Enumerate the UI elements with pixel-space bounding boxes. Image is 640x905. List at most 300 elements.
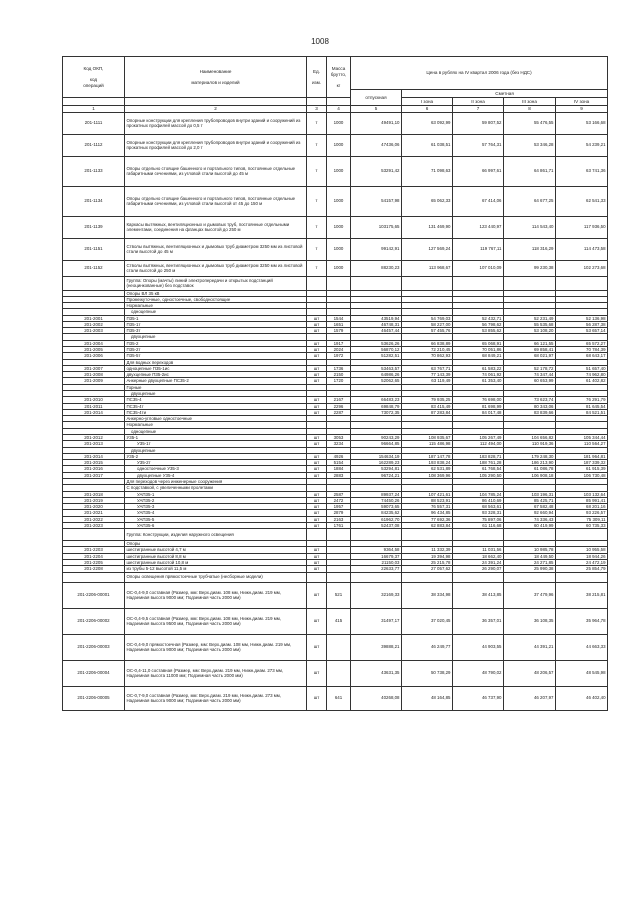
table-row <box>63 582 608 608</box>
item-code: 201-2019 <box>63 497 125 503</box>
item-price: 75 309,11 <box>556 516 608 522</box>
item-price: 16679,37 <box>351 553 402 559</box>
item-price: 77 143,39 <box>402 372 453 378</box>
item-mass: 1884 <box>327 466 351 472</box>
item-price: 58 227,00 <box>402 321 453 327</box>
item-mass: 2587 <box>327 491 351 497</box>
blank-cell <box>556 529 608 541</box>
item-code: 201-2005 <box>63 347 125 353</box>
item-price: 67 582,48 <box>504 504 556 510</box>
item-name: У35-2т <box>125 460 307 466</box>
item-price: 131 469,90 <box>402 216 453 238</box>
item-price: 53 657,14 <box>556 328 608 334</box>
item-price: 179 248,30 <box>504 453 556 459</box>
item-name: шестигранные высотой 10,8 м <box>125 560 307 566</box>
item-price: 102 273,68 <box>556 260 608 276</box>
item-unit: т <box>307 186 327 216</box>
item-price: 74 061,92 <box>453 372 504 378</box>
item-price: 61 915,39 <box>556 466 608 472</box>
item-name: П35-1т <box>125 321 307 327</box>
blank-header <box>307 98 327 106</box>
item-price: 66 838,89 <box>402 340 453 346</box>
subheading: Опоры <box>125 541 307 547</box>
blank-cell <box>351 572 402 582</box>
item-name: П35-2т <box>125 347 307 353</box>
table-row <box>63 660 608 686</box>
item-unit: шт <box>307 634 327 660</box>
subheading: двухцепные <box>125 447 307 453</box>
item-price: 46 207,97 <box>504 686 556 710</box>
item-price: 47436,06 <box>351 134 402 156</box>
item-price: 11 332,39 <box>402 547 453 553</box>
item-price: 51 657,40 <box>556 365 608 371</box>
item-price: 57 764,31 <box>453 134 504 156</box>
item-price: 46748,31 <box>351 321 402 327</box>
item-name: двухцепные П35-2ис <box>125 372 307 378</box>
item-price: 73072,35 <box>351 409 402 415</box>
item-price: 79 935,25 <box>402 397 453 403</box>
item-unit: шт <box>307 328 327 334</box>
item-price: 75 897,06 <box>453 516 504 522</box>
item-price: 63 119,49 <box>402 378 453 384</box>
item-unit: т <box>307 112 327 134</box>
group-title: Группа: Конструкции, изделия наружного освещения <box>125 529 307 541</box>
column-number: 6 <box>402 106 453 113</box>
item-price: 48 545,98 <box>556 660 608 686</box>
item-price: 48 164,85 <box>402 686 453 710</box>
item-price: 108 935,67 <box>402 434 453 440</box>
item-price: 53 166,68 <box>556 112 608 134</box>
item-name: УАП35-2 <box>125 497 307 503</box>
item-name: П35-2 <box>125 340 307 346</box>
item-price: 9364,58 <box>351 547 402 553</box>
item-price: 68 849,21 <box>453 353 504 359</box>
item-unit: шт <box>307 365 327 371</box>
column-number: 8 <box>504 106 556 113</box>
item-price: 162289,23 <box>351 460 402 466</box>
item-price: 24 472,19 <box>556 560 608 566</box>
table-row <box>63 186 608 216</box>
item-mass <box>327 634 351 660</box>
item-price: 85 991,41 <box>556 497 608 503</box>
blank-cell <box>327 572 351 582</box>
item-price: 61 768,54 <box>453 466 504 472</box>
item-price: 113 968,67 <box>402 260 453 276</box>
item-price: 114 473,58 <box>556 238 608 260</box>
item-mass: 2150 <box>327 372 351 378</box>
group-row <box>63 276 608 290</box>
item-price: 61 583,22 <box>453 365 504 371</box>
item-name: П35-5т <box>125 353 307 359</box>
item-price: 96724,21 <box>351 472 402 478</box>
item-unit: т <box>307 260 327 276</box>
item-code: 201-2023 <box>63 522 125 528</box>
item-unit: шт <box>307 491 327 497</box>
column-number: 9 <box>556 106 608 113</box>
item-price: 74450,26 <box>351 497 402 503</box>
item-code: 201-1152 <box>63 260 125 276</box>
item-price: 10 955,58 <box>556 547 608 553</box>
item-mass: 1651 <box>327 321 351 327</box>
item-price: 66483,23 <box>351 397 402 403</box>
item-price: 25 215,78 <box>402 560 453 566</box>
item-price: 55 476,55 <box>504 112 556 134</box>
item-price: 96664,85 <box>351 441 402 447</box>
item-name: ПС35-4т <box>125 403 307 409</box>
subheading: Нормальные <box>125 422 307 428</box>
item-price: 48 206,57 <box>504 660 556 686</box>
item-name: ОС-0,7-9,0 составная (Размер, мм: Верх.диам. 219 мм, Нижн.диам. 273 мм, Надземная высота 9000 мм; Подземная часть 2000 мм) <box>125 686 307 710</box>
item-price: 96 434,85 <box>402 510 453 516</box>
item-price: 108 369,96 <box>402 472 453 478</box>
item-price: 52 136,98 <box>556 315 608 321</box>
item-name: из трубы 5-12 высотой 11,5 м <box>125 566 307 572</box>
item-price: 53626,26 <box>351 340 402 346</box>
item-code: 201-2002 <box>63 321 125 327</box>
item-name: Опоры отдельно стоящие башенного и портального типов, постоянные отдельные габаритными сечениями, из угловой стали высотой от 45 до 150 м <box>125 186 307 216</box>
item-mass: 1000 <box>327 112 351 134</box>
item-price: 69 858,41 <box>504 347 556 353</box>
subheading: Для водных переходов <box>125 359 307 365</box>
item-name: УАП35-1 <box>125 491 307 497</box>
subheading: Нормальные <box>125 303 307 309</box>
item-price: 53 346,28 <box>504 134 556 156</box>
item-price: 62 883,84 <box>402 522 453 528</box>
item-code: 201-1134 <box>63 186 125 216</box>
item-unit: т <box>307 216 327 238</box>
blank-cell <box>63 572 125 582</box>
item-price: 53291,42 <box>351 156 402 186</box>
item-code: 201-2011 <box>63 403 125 409</box>
item-mass: 415 <box>327 608 351 634</box>
blank-cell <box>307 529 327 541</box>
item-price: 62 541,33 <box>556 186 608 216</box>
zone-header: III зона <box>504 98 556 106</box>
item-name: УАП35-5 <box>125 516 307 522</box>
item-name: Опорные конструкции для крепления трубопроводов внутри зданий и сооружений из прокатных профилей массой до 2,0 т <box>125 134 307 156</box>
item-mass: 2024 <box>327 347 351 353</box>
item-unit: шт <box>307 522 327 528</box>
item-price: 76 291,79 <box>556 397 608 403</box>
mass-header: Масса брутто, кг <box>327 57 351 98</box>
item-price: 88230,23 <box>351 260 402 276</box>
item-price: 18 662,40 <box>453 553 504 559</box>
subheading: Промежуточные, одностоечные, свободностоящие <box>125 296 307 302</box>
item-code: 201-1111 <box>63 112 125 134</box>
item-price: 68 643,17 <box>556 353 608 359</box>
item-code: 201-2015 <box>63 460 125 466</box>
item-unit: шт <box>307 608 327 634</box>
item-price: 46 737,90 <box>453 686 504 710</box>
item-mass: 1000 <box>327 260 351 276</box>
item-unit: шт <box>307 516 327 522</box>
item-code: 201-2004 <box>63 340 125 346</box>
item-price: 40268,08 <box>351 686 402 710</box>
table-row <box>63 156 608 186</box>
column-number: 5 <box>351 106 402 113</box>
item-price: 76 557,31 <box>402 504 453 510</box>
item-code: 201-2022 <box>63 516 125 522</box>
item-price: 73 623,74 <box>504 397 556 403</box>
item-unit: т <box>307 134 327 156</box>
subheading: Опоры освещения прямостоечные трубчатые (несборные модели) <box>125 572 307 582</box>
item-price: 83 839,66 <box>504 409 556 415</box>
table-row <box>63 634 608 660</box>
item-price: 65 572,27 <box>556 340 608 346</box>
item-unit: шт <box>307 582 327 608</box>
item-price: 54 769,03 <box>402 315 453 321</box>
item-price: 67 414,06 <box>453 186 504 216</box>
item-price: 106 730,48 <box>556 472 608 478</box>
item-price: 36 108,35 <box>504 608 556 634</box>
item-mass: 2883 <box>327 472 351 478</box>
item-name: одноцепные П35-1ис <box>125 365 307 371</box>
item-name: Стволы вытяжных, вентиляционных и дымовых труб диаметром 3250 мм из листовой стали высотой до 45 м <box>125 238 307 260</box>
item-unit: шт <box>307 378 327 384</box>
blank-cell <box>504 276 556 290</box>
item-name: ПС35-4 <box>125 397 307 403</box>
item-price: 187 147,78 <box>402 453 453 459</box>
item-price: 54157,98 <box>351 186 402 216</box>
item-name: У35-1т <box>125 441 307 447</box>
item-price: 127 569,24 <box>402 238 453 260</box>
blank-header <box>327 98 351 106</box>
item-price: 92 660,94 <box>504 510 556 516</box>
item-price: 83 415,49 <box>402 403 453 409</box>
column-number: 1 <box>63 106 125 113</box>
item-price: 154634,19 <box>351 453 402 459</box>
item-price: 85 425,71 <box>504 497 556 503</box>
item-price: 74 336,43 <box>504 516 556 522</box>
item-price: 106 908,18 <box>504 472 556 478</box>
item-price: 87 283,84 <box>402 409 453 415</box>
item-unit: шт <box>307 560 327 566</box>
item-price: 74 347,44 <box>504 372 556 378</box>
item-price: 123 440,97 <box>453 216 504 238</box>
item-price: 25 854,79 <box>556 566 608 572</box>
item-mass: 1917 <box>327 340 351 346</box>
item-price: 37 479,96 <box>504 582 556 608</box>
item-unit: шт <box>307 686 327 710</box>
blank-cell <box>402 529 453 541</box>
item-code: 201-1139 <box>63 216 125 238</box>
subheading-row <box>63 572 608 582</box>
item-code: 201-2003 <box>63 328 125 334</box>
item-price: 19 394,98 <box>402 553 453 559</box>
price-header: Цена в рублях на IV квартал 2006 года (без НДС) <box>351 57 608 90</box>
item-mass: 2167 <box>327 397 351 403</box>
item-price: 104 656,82 <box>504 434 556 440</box>
item-unit: шт <box>307 409 327 415</box>
item-code: 201-2021 <box>63 510 125 516</box>
item-price: 99 230,38 <box>504 260 556 276</box>
item-unit: шт <box>307 497 327 503</box>
item-price: 27 057,62 <box>402 566 453 572</box>
item-price: 105 344,44 <box>556 434 608 440</box>
item-code: 201-2206-00001 <box>63 582 125 608</box>
item-price: 90243,29 <box>351 434 402 440</box>
zone-header: II зона <box>453 98 504 106</box>
item-mass: 3234 <box>327 441 351 447</box>
item-price: 56 798,62 <box>453 321 504 327</box>
item-price: 105 267,49 <box>453 434 504 440</box>
item-price: 51282,51 <box>351 353 402 359</box>
item-name: шестигранные высотой 4,7 м <box>125 547 307 553</box>
subheading: двухцепные <box>125 334 307 340</box>
item-price: 59073,65 <box>351 504 402 510</box>
item-price: 70 862,93 <box>402 353 453 359</box>
item-price: 63 092,99 <box>402 112 453 134</box>
item-price: 49491,10 <box>351 112 402 134</box>
item-code: 201-2010 <box>63 397 125 403</box>
item-price: 38 215,81 <box>556 582 608 608</box>
item-name: У35-2 <box>125 453 307 459</box>
item-price: 107 010,09 <box>453 260 504 276</box>
item-price: 64 677,25 <box>504 186 556 216</box>
blank-cell <box>327 529 351 541</box>
item-name: УАП35-6 <box>125 522 307 528</box>
item-price: 103175,65 <box>351 216 402 238</box>
item-name: Стволы вытяжных, вентиляционных и дымовых труб диаметром 3250 мм из листовой стали высотой до 250 м <box>125 260 307 276</box>
blank-cell <box>453 572 504 582</box>
item-mass: 1000 <box>327 134 351 156</box>
blank-cell <box>556 572 608 582</box>
blank-cell <box>351 276 402 290</box>
item-unit: шт <box>307 547 327 553</box>
item-mass: 3053 <box>327 434 351 440</box>
item-name: Опоры отдельно стоящие башенного и портального типов, постоянные отдельные габаритными сечениями, из угловой стали высотой до 45 м <box>125 156 307 186</box>
item-price: 60 419,99 <box>504 522 556 528</box>
blank-header <box>63 98 125 106</box>
item-code: 201-2012 <box>63 434 125 440</box>
item-price: 64986,26 <box>351 372 402 378</box>
item-unit: шт <box>307 397 327 403</box>
item-price: 103 132,64 <box>556 491 608 497</box>
item-price: 93 226,57 <box>556 510 608 516</box>
subheading: Для переходов через инженерные сооружения <box>125 478 307 484</box>
item-price: 25 990,38 <box>504 566 556 572</box>
subheading: одноцепные <box>125 309 307 315</box>
column-number: 2 <box>125 106 307 113</box>
item-unit: шт <box>307 434 327 440</box>
blank-cell <box>504 529 556 541</box>
column-number: 7 <box>453 106 504 113</box>
item-price: 46 249,77 <box>402 634 453 660</box>
item-mass: 1000 <box>327 186 351 216</box>
item-name: ОС-0,4-9,0 прямостоечная (Размер, мм: Верх.диам. 108 мм, Нижн.диам. 219 мм, Надземная высота 9000 мм; Подземная часть 2000 мм) <box>125 634 307 660</box>
blank-cell <box>556 276 608 290</box>
item-unit: шт <box>307 372 327 378</box>
item-name: одностоечные У35-3 <box>125 466 307 472</box>
item-mass: 4926 <box>327 453 351 459</box>
item-code: 201-2013 <box>63 441 125 447</box>
item-unit: шт <box>307 403 327 409</box>
item-price: 66 121,55 <box>504 340 556 346</box>
item-price: 68 201,16 <box>556 504 608 510</box>
item-code: 201-2017 <box>63 472 125 478</box>
item-price: 60 735,33 <box>556 522 608 528</box>
item-price: 36 357,01 <box>453 608 504 634</box>
item-mass <box>327 660 351 686</box>
item-mass: 1957 <box>327 504 351 510</box>
item-price: 187 339,32 <box>556 460 608 466</box>
item-price: 193 838,24 <box>402 460 453 466</box>
item-name: ОС-0,4-11,0 составная (Размер, мм: Верх.диам. 219 мм, Нижн.диам. 273 мм, Надземная высота 11000 мм; Подземная часть 2000 мм) <box>125 660 307 686</box>
item-price: 63 767,71 <box>402 365 453 371</box>
item-price: 61962,70 <box>351 516 402 522</box>
item-price: 84235,62 <box>351 510 402 516</box>
item-unit: шт <box>307 315 327 321</box>
group-title: Группа: Опоры (мачты) линий электропередачи и открытых подстанций (неоцинкованные) без подставок <box>125 276 307 290</box>
item-price: 70 051,86 <box>453 347 504 353</box>
item-mass: 2163 <box>327 516 351 522</box>
zone-header: I зона <box>402 98 453 106</box>
subheading: двухцепные <box>125 391 307 397</box>
item-unit: шт <box>307 472 327 478</box>
blank-cell <box>402 572 453 582</box>
item-price: 61 402,82 <box>556 378 608 384</box>
item-price: 57 455,76 <box>402 328 453 334</box>
item-name: ПС35-4ти <box>125 409 307 415</box>
item-price: 53 108,20 <box>504 328 556 334</box>
blank-cell <box>63 529 125 541</box>
item-price: 52 432,71 <box>453 315 504 321</box>
item-price: 65 068,91 <box>453 340 504 346</box>
item-price: 68 021,97 <box>504 353 556 359</box>
item-mass: 1736 <box>327 365 351 371</box>
item-mass: 2472 <box>327 497 351 503</box>
item-unit: шт <box>307 340 327 346</box>
item-price: 89937,24 <box>351 491 402 497</box>
item-price: 188 761,28 <box>453 460 504 466</box>
item-unit: шт <box>307 553 327 559</box>
item-price: 74 962,80 <box>556 372 608 378</box>
item-price: 10 985,78 <box>504 547 556 553</box>
item-price: 183 828,71 <box>453 453 504 459</box>
item-code: 201-2206-00003 <box>63 634 125 660</box>
subheading: одноцепные <box>125 428 307 434</box>
item-price: 186 213,90 <box>504 460 556 466</box>
item-price: 26 290,07 <box>453 566 504 572</box>
item-price: 71 098,63 <box>402 156 453 186</box>
item-code: 201-2206-00002 <box>63 608 125 634</box>
item-price: 93 328,31 <box>453 510 504 516</box>
item-price: 66 997,61 <box>453 156 504 186</box>
item-price: 76 698,00 <box>453 397 504 403</box>
item-code: 201-2205 <box>63 560 125 566</box>
item-code: 201-2206-00004 <box>63 660 125 686</box>
item-price: 62 531,89 <box>402 466 453 472</box>
blank-cell <box>307 276 327 290</box>
item-mass: 1761 <box>327 522 351 528</box>
item-code: 201-2006 <box>63 353 125 359</box>
item-price: 110 919,36 <box>504 441 556 447</box>
blank-header <box>125 98 307 106</box>
table-row <box>63 608 608 634</box>
item-code: 201-2016 <box>63 466 125 472</box>
blank-cell <box>453 276 504 290</box>
item-code: 201-2009 <box>63 378 125 384</box>
item-price: 21150,03 <box>351 560 402 566</box>
item-price: 43631,35 <box>351 660 402 686</box>
item-price: 53 855,62 <box>453 328 504 334</box>
item-price: 88 523,91 <box>402 497 453 503</box>
subheading: Опоры ВЛ 35 кВ <box>125 290 307 296</box>
code-header: Код ОКП, код операций <box>63 57 125 98</box>
item-price: 61 086,78 <box>504 466 556 472</box>
item-unit: шт <box>307 566 327 572</box>
item-price: 44 663,33 <box>556 634 608 660</box>
